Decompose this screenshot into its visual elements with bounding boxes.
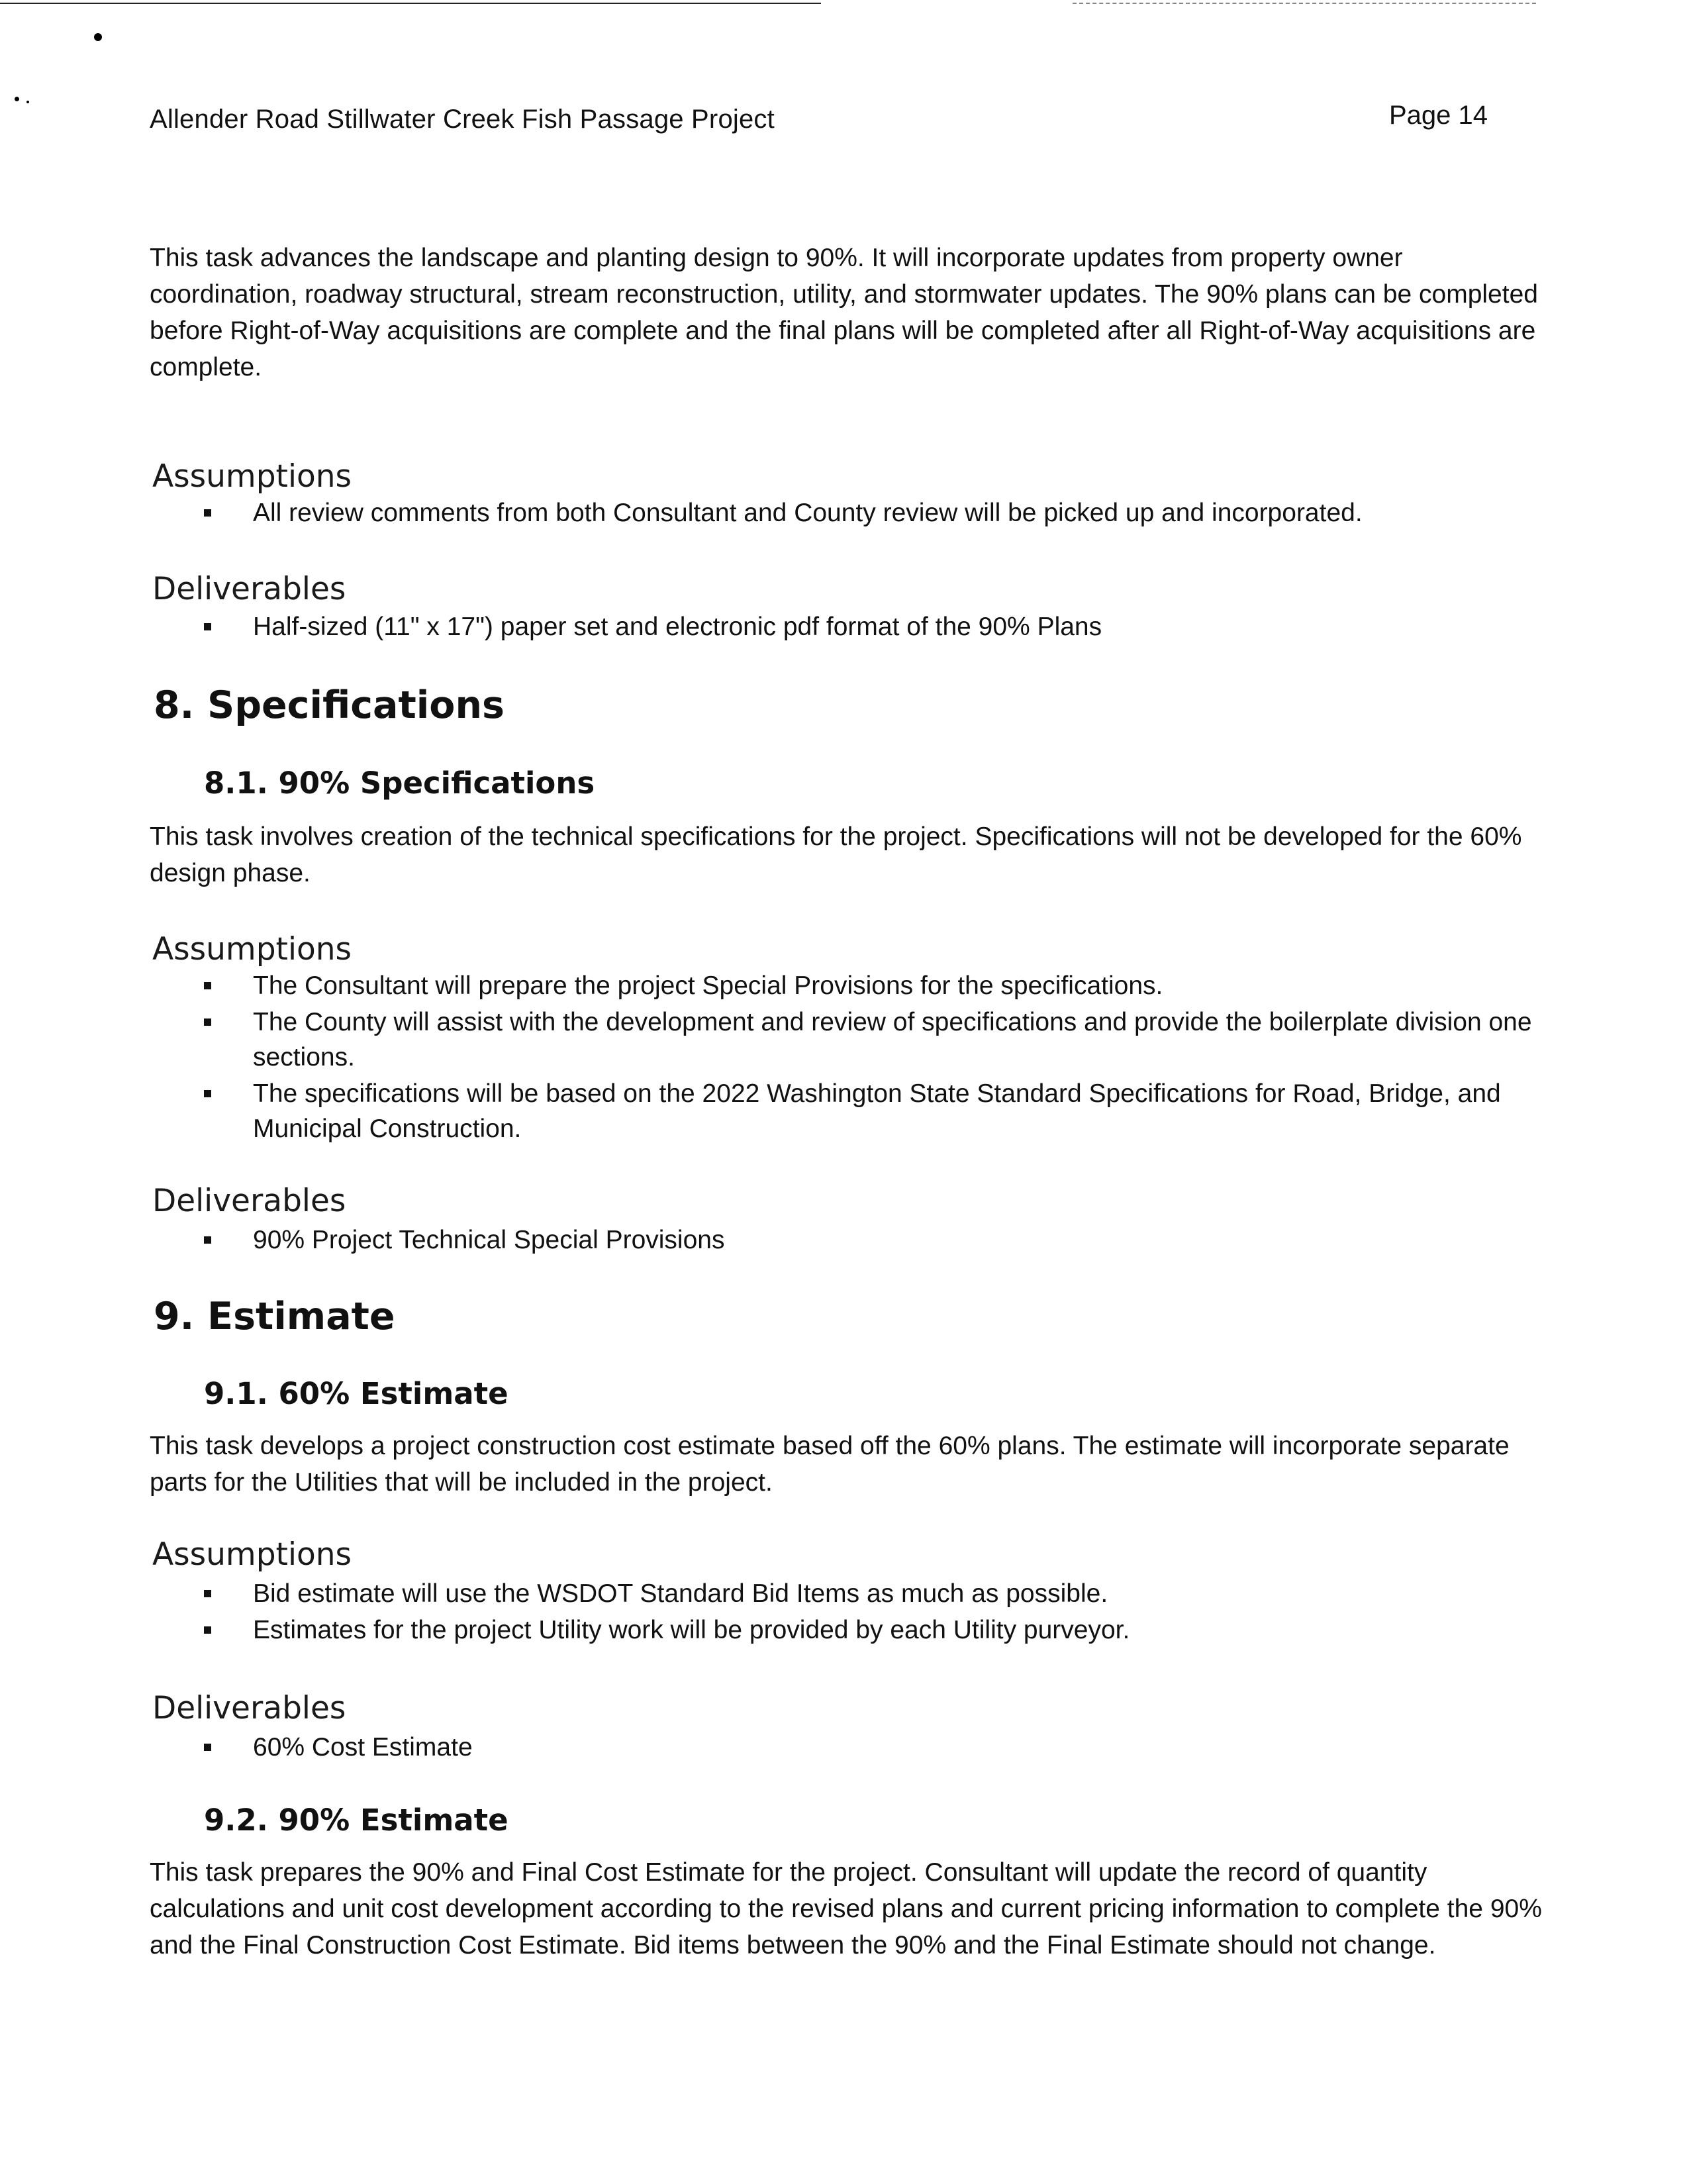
list-item: Estimates for the project Utility work will be provided by each Utility purveyor. xyxy=(199,1613,1549,1648)
assumptions-label: Assumptions xyxy=(152,931,352,968)
bullet-icon xyxy=(204,1090,211,1097)
subsection-heading: 9.2. 90% Estimate xyxy=(204,1803,508,1838)
scan-speck xyxy=(26,101,29,103)
deliverables-list xyxy=(199,1222,1549,1259)
section-paragraph: This task develops a project construction cost estimate based off the 60% plans. The estimate will incorporate separate parts for the Utilities that will be included in the project. xyxy=(150,1432,1510,1497)
bullet-icon xyxy=(204,1590,211,1597)
page-number: Page 14 xyxy=(1389,101,1488,130)
assumptions-label: Assumptions xyxy=(152,1536,352,1573)
intro-deliverables-list xyxy=(199,609,1549,646)
bullet-icon xyxy=(204,509,211,517)
list-item: All review comments from both Consultant and County review will be picked up and incorporated. xyxy=(199,495,1549,530)
assumptions-list xyxy=(199,968,1549,1148)
assumptions-list xyxy=(199,1576,1549,1649)
section-paragraph: This task involves creation of the technical specifications for the project. Specifications will not be developed for the 60% design phase. xyxy=(150,822,1522,887)
list-item: Bid estimate will use the WSDOT Standard Bid Items as much as possible. xyxy=(199,1576,1549,1611)
list-item: The County will assist with the development and review of specifications and provide the boilerplate division one sections. xyxy=(199,1005,1549,1075)
section-heading: 8. Specifications xyxy=(154,683,505,727)
scan-edge-line xyxy=(0,3,821,4)
list-item: The Consultant will prepare the project Special Provisions for the specifications. xyxy=(199,968,1549,1003)
intro-paragraph: This task advances the landscape and planting design to 90%. It will incorporate updates from property owner coordination, roadway structural, stream reconstruction, utility, and stormwater updates. The 90% plans can be completed before Right-of-Way acquisitions are complete and the final plans will be completed after all Right-of-Way acquisitions are complete. xyxy=(150,244,1538,381)
deliverables-label: Deliverables xyxy=(152,1690,346,1726)
deliverables-label: Deliverables xyxy=(152,571,346,607)
bullet-icon xyxy=(204,1626,211,1634)
scan-edge-dashes xyxy=(1073,3,1536,4)
deliverables-list xyxy=(199,1730,1549,1766)
intro-assumptions-list xyxy=(199,495,1549,532)
scan-speck xyxy=(94,33,102,41)
bullet-icon xyxy=(204,982,211,989)
assumptions-label: Assumptions xyxy=(152,458,352,495)
bullet-icon xyxy=(204,623,211,630)
section-paragraph: This task prepares the 90% and Final Cost Estimate for the project. Consultant will update the record of quantity calculations and unit cost development according to the revised plans and current pricing information to complete the 90% and the Final Construction Cost Estimate. Bid items between the 90% and the Final Estimate should not change. xyxy=(150,1858,1542,1960)
bullet-icon xyxy=(204,1236,211,1244)
bullet-icon xyxy=(204,1018,211,1026)
section-heading: 9. Estimate xyxy=(154,1295,395,1338)
subsection-heading: 9.1. 60% Estimate xyxy=(204,1376,508,1411)
list-item: 90% Project Technical Special Provisions xyxy=(199,1222,1549,1258)
list-item: 60% Cost Estimate xyxy=(199,1730,1549,1765)
list-item: Half-sized (11" x 17") paper set and electronic pdf format of the 90% Plans xyxy=(199,609,1549,644)
scan-speck xyxy=(15,97,19,101)
list-item: The specifications will be based on the 2022 Washington State Standard Specifications for Road, Bridge, and Municipal Construction. xyxy=(199,1076,1549,1146)
deliverables-label: Deliverables xyxy=(152,1183,346,1219)
header-title: Allender Road Stillwater Creek Fish Passage Project xyxy=(150,105,775,134)
bullet-icon xyxy=(204,1744,211,1751)
subsection-heading: 8.1. 90% Specifications xyxy=(204,766,595,801)
